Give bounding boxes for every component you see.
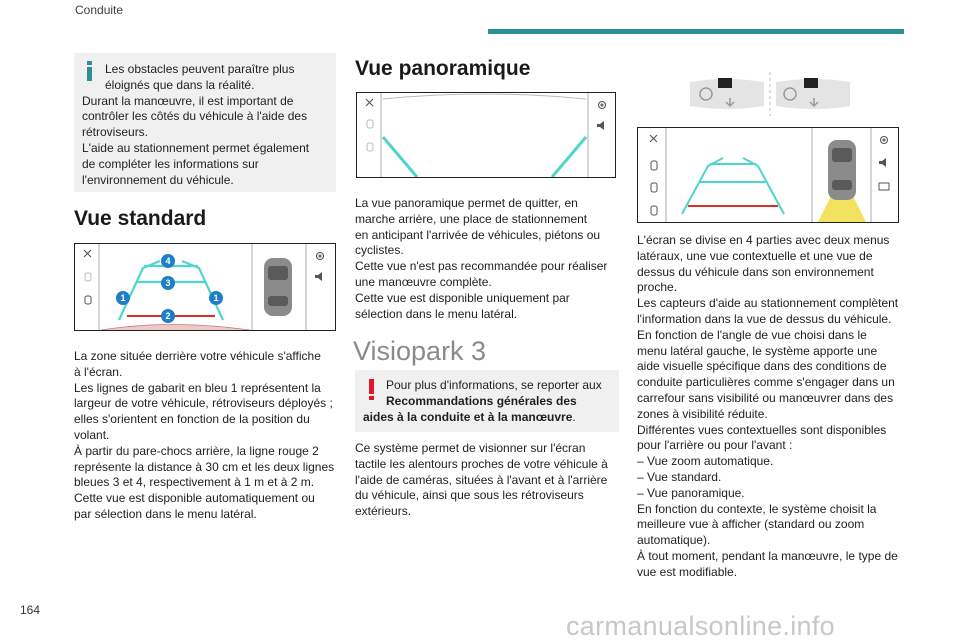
marker-2: 2 bbox=[161, 309, 175, 323]
guide-lines bbox=[383, 137, 586, 177]
info-line: contrôler les côtés du véhicule à l'aide des bbox=[82, 109, 308, 124]
text-line: À tout moment, pendant la manœuvre, le type de bbox=[637, 548, 898, 563]
marker-1-right: 1 bbox=[209, 291, 223, 305]
info-line: l'environnement du véhicule. bbox=[82, 172, 234, 187]
info-icon bbox=[87, 61, 92, 81]
watermark: carmanualsonline.info bbox=[566, 611, 835, 640]
text-line: par sélection dans le menu latéral. bbox=[74, 506, 257, 521]
volume-icon bbox=[879, 158, 886, 167]
visiopark-text bbox=[355, 441, 623, 520]
sensor-icon bbox=[651, 161, 657, 215]
text-line: l'information dans la vue de dessus du véhicule. bbox=[637, 311, 892, 326]
warning-note bbox=[355, 370, 619, 432]
heading-vue-standard: Vue standard bbox=[74, 207, 207, 230]
info-note bbox=[74, 53, 336, 192]
text-line: – Vue panoramique. bbox=[637, 485, 745, 500]
header-accent-bar bbox=[488, 29, 904, 34]
warning-bold: aides à la conduite et à la manœuvre bbox=[363, 409, 573, 424]
volume-icon bbox=[315, 272, 322, 281]
text-line: représente la distance à 30 cm et les deux lignes bbox=[74, 459, 335, 474]
text-line: volant. bbox=[74, 427, 110, 442]
text-line: À partir du pare-chocs arrière, la ligne rouge 2 bbox=[74, 443, 319, 458]
text-line: – Vue zoom automatique. bbox=[637, 454, 774, 469]
standard-text bbox=[74, 349, 342, 523]
text-line: menu latéral gauche, le système apporte une bbox=[637, 343, 878, 358]
text-line: à l'écran. bbox=[74, 364, 123, 379]
text-line: une manœuvre complète. bbox=[355, 274, 492, 289]
text-line: Ce système permet de visionner sur l'écran bbox=[355, 441, 586, 455]
text-line: zones à visibilité réduite. bbox=[637, 406, 768, 421]
text-line: vue est modifiable. bbox=[637, 564, 738, 579]
gear-icon bbox=[317, 253, 324, 260]
text-line: cyclistes. bbox=[355, 243, 404, 258]
text-line: automatique). bbox=[637, 533, 711, 548]
text-line: En fonction du contexte, le système choisit la bbox=[637, 501, 877, 516]
info-line: rétroviseurs. bbox=[82, 125, 149, 140]
info-line: Les obstacles peuvent paraître plus bbox=[105, 62, 295, 76]
text-line: En fonction de l'angle de vue choisi dans le bbox=[637, 327, 867, 342]
text-line: meilleure vue à afficher (standard ou zoom bbox=[637, 517, 865, 532]
text-line: tactile les alentours proches de votre véhicule à bbox=[355, 456, 608, 471]
info-line: de compléter les informations sur bbox=[82, 156, 259, 171]
panoramic-view-screen bbox=[356, 92, 616, 178]
text-line: Les lignes de gabarit en bleu 1 représentent la bbox=[74, 380, 321, 395]
vehicle-top-view bbox=[264, 258, 292, 316]
text-line: du véhicule, ainsi que sous les rétroviseurs bbox=[355, 488, 584, 503]
text-line: en anticipant l'arrivée de véhicules, piétons ou bbox=[355, 227, 601, 242]
heading-vue-panoramique: Vue panoramique bbox=[355, 57, 531, 80]
vehicle-top-view bbox=[828, 140, 856, 200]
text-line: pour l'arrière ou pour l'avant : bbox=[637, 438, 793, 453]
text-line: extérieurs. bbox=[355, 504, 412, 519]
right-text bbox=[637, 233, 907, 581]
text-line: Les capteurs d'aide au stationnement complètent bbox=[637, 296, 899, 311]
sensor-icon bbox=[85, 273, 91, 281]
text-line: carrefour sans visibilité ou manœuvrer dans des bbox=[637, 390, 894, 405]
volume-icon bbox=[597, 121, 604, 130]
info-line: éloignés que dans la réalité. bbox=[105, 77, 255, 92]
camera-view-icon bbox=[879, 183, 889, 190]
text-line: elles s'orientent en fonction de la position du bbox=[74, 412, 310, 427]
warning-icon bbox=[369, 379, 374, 401]
warning-bold: Recommandations générales des bbox=[386, 393, 577, 408]
gear-icon bbox=[881, 137, 888, 144]
text-line: L'écran se divise en 4 parties avec deux menus bbox=[637, 233, 890, 247]
text-line: proche. bbox=[637, 280, 678, 295]
text-line: La zone située derrière votre véhicule s'affiche bbox=[74, 349, 321, 363]
camera-position-diagram bbox=[686, 72, 854, 116]
text-line: sélection dans le menu latéral. bbox=[355, 306, 518, 321]
text-line: marche arrière, une place de stationnement bbox=[355, 211, 588, 226]
marker-4: 4 bbox=[161, 254, 175, 268]
marker-3: 3 bbox=[161, 276, 175, 290]
text-line: bleues 3 et 4, respectivement à 1 m et à 2 m. bbox=[74, 475, 315, 490]
standard-view-screen bbox=[74, 243, 336, 331]
text-line: latéraux, une vue contextuelle et une vue de bbox=[637, 248, 873, 263]
heading-visiopark: Visiopark 3 bbox=[353, 336, 487, 366]
info-line: Durant la manœuvre, il est important de bbox=[82, 93, 294, 108]
text-line: aide visuelle spécifique dans des conditions de bbox=[637, 359, 887, 374]
sensor-icon bbox=[85, 296, 91, 304]
info-line: L'aide au stationnement permet également bbox=[82, 140, 310, 155]
text-line: Différentes vues contextuelles sont disponibles bbox=[637, 422, 887, 437]
page-number: 164 bbox=[20, 603, 41, 617]
panoramic-text bbox=[355, 196, 623, 322]
text-line: Cette vue n'est pas recommandée pour réaliser bbox=[355, 259, 608, 274]
close-icon bbox=[366, 99, 373, 106]
text-line: dessus du véhicule dans son environnement bbox=[637, 264, 874, 279]
text-line: l'aide de caméras, situées à l'avant et à l'arrière bbox=[355, 472, 608, 487]
warning-line: Pour plus d'informations, se reporter aux bbox=[386, 378, 602, 392]
sensor-icon bbox=[367, 120, 373, 151]
text-line: Cette vue est disponible uniquement par bbox=[355, 290, 570, 305]
visiopark-screen bbox=[637, 127, 899, 223]
text-line: – Vue standard. bbox=[637, 469, 722, 484]
warning-period: . bbox=[572, 409, 576, 424]
close-icon bbox=[650, 135, 657, 142]
close-icon bbox=[84, 250, 91, 257]
text-line: largeur de votre véhicule, rétroviseurs déployés ; bbox=[74, 396, 333, 411]
text-line: La vue panoramique permet de quitter, en bbox=[355, 196, 578, 210]
section-label: Conduite bbox=[75, 3, 124, 17]
text-line: Cette vue est disponible automatiquement ou bbox=[74, 491, 315, 506]
marker-1-left: 1 bbox=[116, 291, 130, 305]
gear-icon bbox=[599, 102, 606, 109]
text-line: conduite particulières comme s'engager dans un bbox=[637, 375, 895, 390]
